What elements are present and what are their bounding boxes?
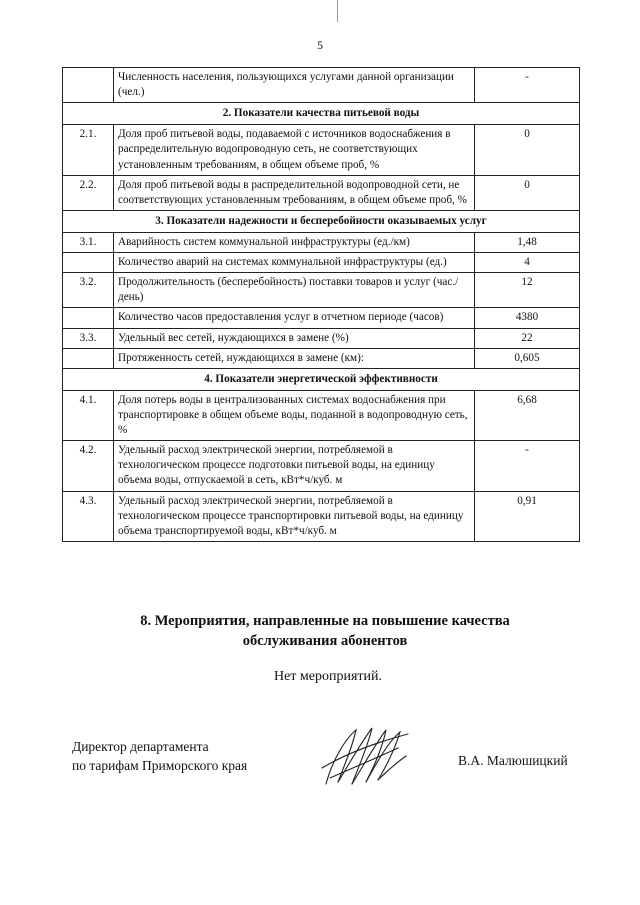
row-number: 4.1. <box>63 390 114 440</box>
row-description: Продолжительность (бесперебойность) поставки товаров и услуг (час./день) <box>114 273 475 308</box>
row-number <box>63 68 114 103</box>
row-description: Доля потерь воды в централизованных системах водоснабжения при транспортировке в общем объеме воды, поданной в водопроводную сеть, % <box>114 390 475 440</box>
position-line2: по тарифам Приморского края <box>72 757 248 773</box>
metrics-table <box>62 67 580 542</box>
page-number: 5 <box>317 38 323 52</box>
table-section-header <box>63 210 580 232</box>
row-description: Протяженность сетей, нуждающихся в замене (км): <box>114 348 475 368</box>
section-heading-line2: обслуживания абонентов <box>242 632 408 649</box>
row-value: 22 <box>475 328 580 348</box>
row-description: Доля проб питьевой воды в распределительной водопроводной сети, не соответствующих установленным требованиям, в общем объеме проб, % <box>114 175 475 210</box>
row-number: 2.1. <box>63 125 114 175</box>
table-row <box>63 253 580 273</box>
row-value: 1,48 <box>475 232 580 252</box>
scan-artifact <box>337 0 338 22</box>
row-number: 4.3. <box>63 491 114 541</box>
section-title: 3. Показатели надежности и бесперебойности оказываемых услуг <box>63 210 580 232</box>
table-row <box>63 308 580 328</box>
section-title: 2. Показатели качества питьевой воды <box>63 103 580 125</box>
row-value: 0 <box>475 175 580 210</box>
section-heading <box>0 612 640 651</box>
row-number: 4.2. <box>63 441 114 491</box>
signatory-name: В.А. Малюшицкий <box>458 753 568 768</box>
position-line1: Директор департамента <box>72 739 209 754</box>
no-events-note: Нет мероприятий. <box>273 669 383 684</box>
row-description: Удельный вес сетей, нуждающихся в замене (%) <box>114 328 475 348</box>
row-value: 4 <box>475 253 580 273</box>
row-number: 3.2. <box>63 273 114 308</box>
row-description: Удельный расход электрической энергии, потребляемой в технологическом процессе транспортировки питьевой воды, на единицу объема транспортируемой воды, кВт*ч/куб. м <box>114 491 475 541</box>
section-title: 4. Показатели энергетической эффективности <box>63 368 580 390</box>
row-description: Аварийность систем коммунальной инфраструктуры (ед./км) <box>114 232 475 252</box>
row-number <box>63 253 114 273</box>
table-row <box>63 68 580 103</box>
table-section-header <box>63 368 580 390</box>
table-row <box>63 441 580 491</box>
row-description: Численность населения, пользующихся услугами данной организации (чел.) <box>114 68 475 103</box>
row-value: 0 <box>475 125 580 175</box>
row-number: 2.2. <box>63 175 114 210</box>
table-row <box>63 491 580 541</box>
table-row <box>63 175 580 210</box>
row-value: 0,605 <box>475 348 580 368</box>
table-row <box>63 390 580 440</box>
row-value: 6,68 <box>475 390 580 440</box>
signatory-position <box>72 738 247 776</box>
table-row <box>63 232 580 252</box>
row-value: 0,91 <box>475 491 580 541</box>
row-number: 3.3. <box>63 328 114 348</box>
row-number: 3.1. <box>63 232 114 252</box>
table-row <box>63 328 580 348</box>
handwritten-signature <box>318 722 413 792</box>
row-number <box>63 348 114 368</box>
row-value: - <box>475 441 580 491</box>
section-heading-line1: 8. Мероприятия, направленные на повышение качества <box>140 613 510 629</box>
row-number <box>63 308 114 328</box>
row-description: Удельный расход электрической энергии, потребляемой в технологическом процессе подготовки питьевой воды, на единицу объема воды, отпускаемой в сеть, кВт*ч/куб. м <box>114 441 475 491</box>
table-row <box>63 125 580 175</box>
row-description: Количество аварий на системах коммунальной инфраструктуры (ед.) <box>114 253 475 273</box>
table-row <box>63 273 580 308</box>
table-section-header <box>63 103 580 125</box>
row-value: 12 <box>475 273 580 308</box>
row-value: 4380 <box>475 308 580 328</box>
row-description: Доля проб питьевой воды, подаваемой с источников водоснабжения в распределительную водопроводную сеть, не соответствующих установленным требованиям, в общем объеме проб, % <box>114 125 475 175</box>
table-row <box>63 348 580 368</box>
row-value: - <box>475 68 580 103</box>
row-description: Количество часов предоставления услуг в отчетном периоде (часов) <box>114 308 475 328</box>
